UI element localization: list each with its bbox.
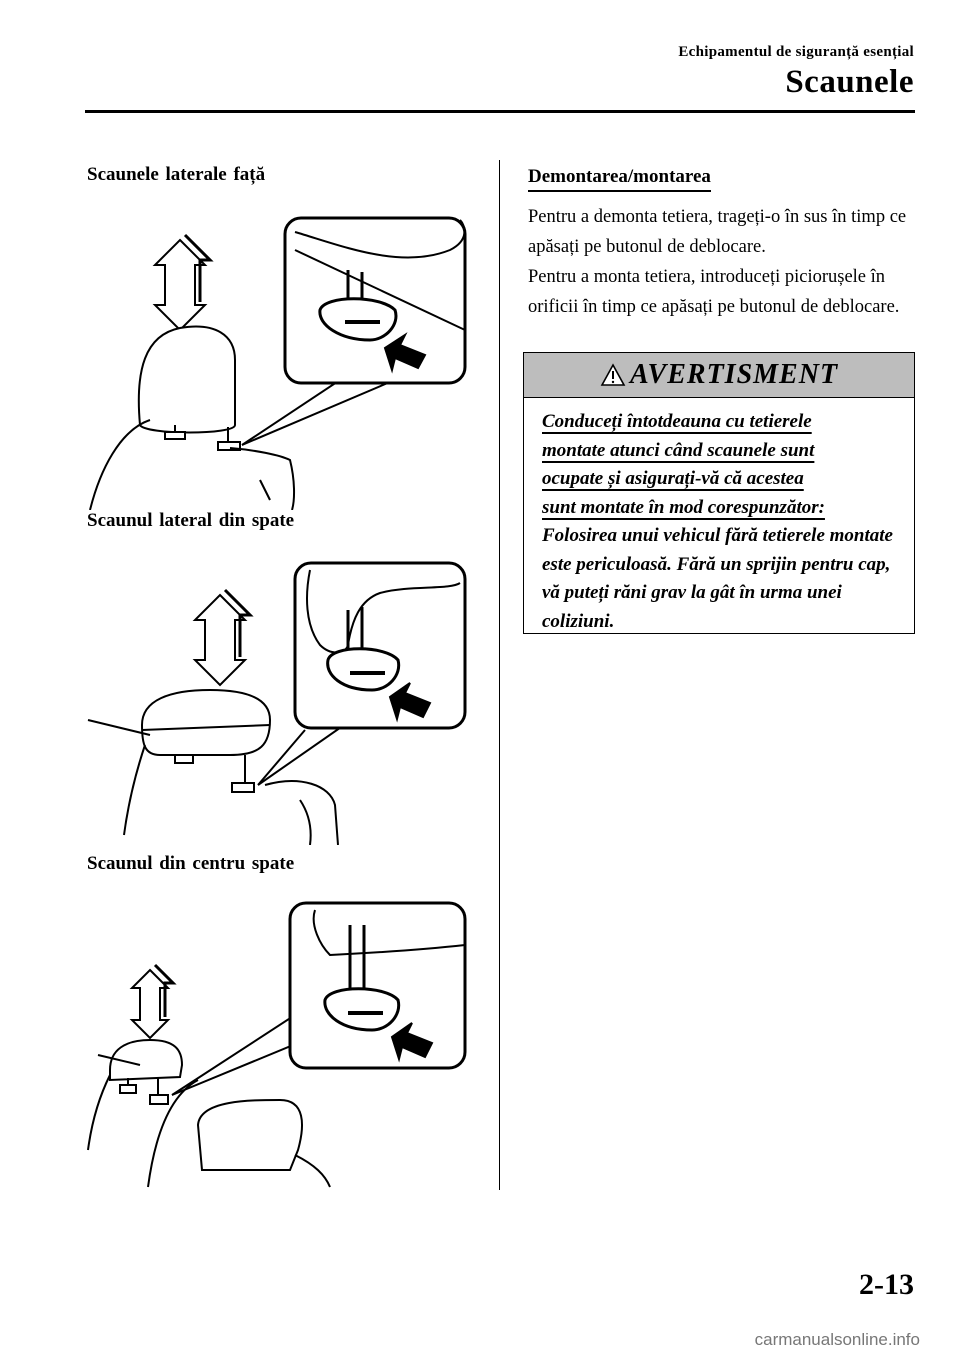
section-title: Scaunele bbox=[785, 64, 914, 100]
rear-side-headrest-illustration bbox=[80, 555, 480, 845]
subheading-remove-install: Demontarea/montarea bbox=[528, 166, 711, 192]
figure-caption-front-seats: Scaunele laterale față bbox=[87, 164, 266, 185]
chapter-title: Echipamentul de siguranță esențial bbox=[678, 44, 914, 60]
instructions-text bbox=[528, 202, 918, 322]
warning-body: Folosirea unui vehicul fără tetierele montate este periculoasă. Fără un sprijin pentru cap, vă puteți răni grav la gât în urma unei coliziuni. bbox=[542, 525, 893, 632]
watermark: carmanualsonline.info bbox=[754, 1330, 920, 1349]
figure-caption-rear-side-seat: Scaunul lateral din spate bbox=[87, 510, 295, 531]
warning-emphasis-line: sunt montate în mod corespunzător: bbox=[542, 496, 825, 518]
rear-center-headrest-illustration bbox=[80, 895, 480, 1190]
warning-emphasis-line: montate atunci când scaunele sunt bbox=[542, 439, 815, 461]
paragraph-install: Pentru a monta tetiera, introduceți piciorușele în orificii în timp ce apăsați pe butonul de deblocare. bbox=[528, 267, 900, 317]
paragraph-remove: Pentru a demonta tetiera, trageți-o în sus în timp ce apăsați pe butonul de deblocare. bbox=[528, 207, 907, 257]
figure-caption-rear-center-seat: Scaunul din centru spate bbox=[87, 853, 295, 874]
warning-header bbox=[524, 353, 914, 398]
warning-emphasis-line: Conduceți întotdeauna cu tetierele bbox=[542, 411, 812, 432]
page-number: 2-13 bbox=[859, 1268, 914, 1301]
warning-triangle-icon bbox=[600, 363, 626, 387]
header-rule bbox=[85, 110, 915, 113]
warning-title: AVERTISMENT bbox=[629, 359, 839, 390]
front-seat-headrest-illustration bbox=[80, 210, 480, 510]
column-divider bbox=[499, 160, 500, 1190]
warning-emphasis-line: ocupate și asigurați-vă că acestea bbox=[542, 468, 804, 489]
warning-box bbox=[523, 352, 915, 634]
warning-text bbox=[524, 398, 914, 636]
